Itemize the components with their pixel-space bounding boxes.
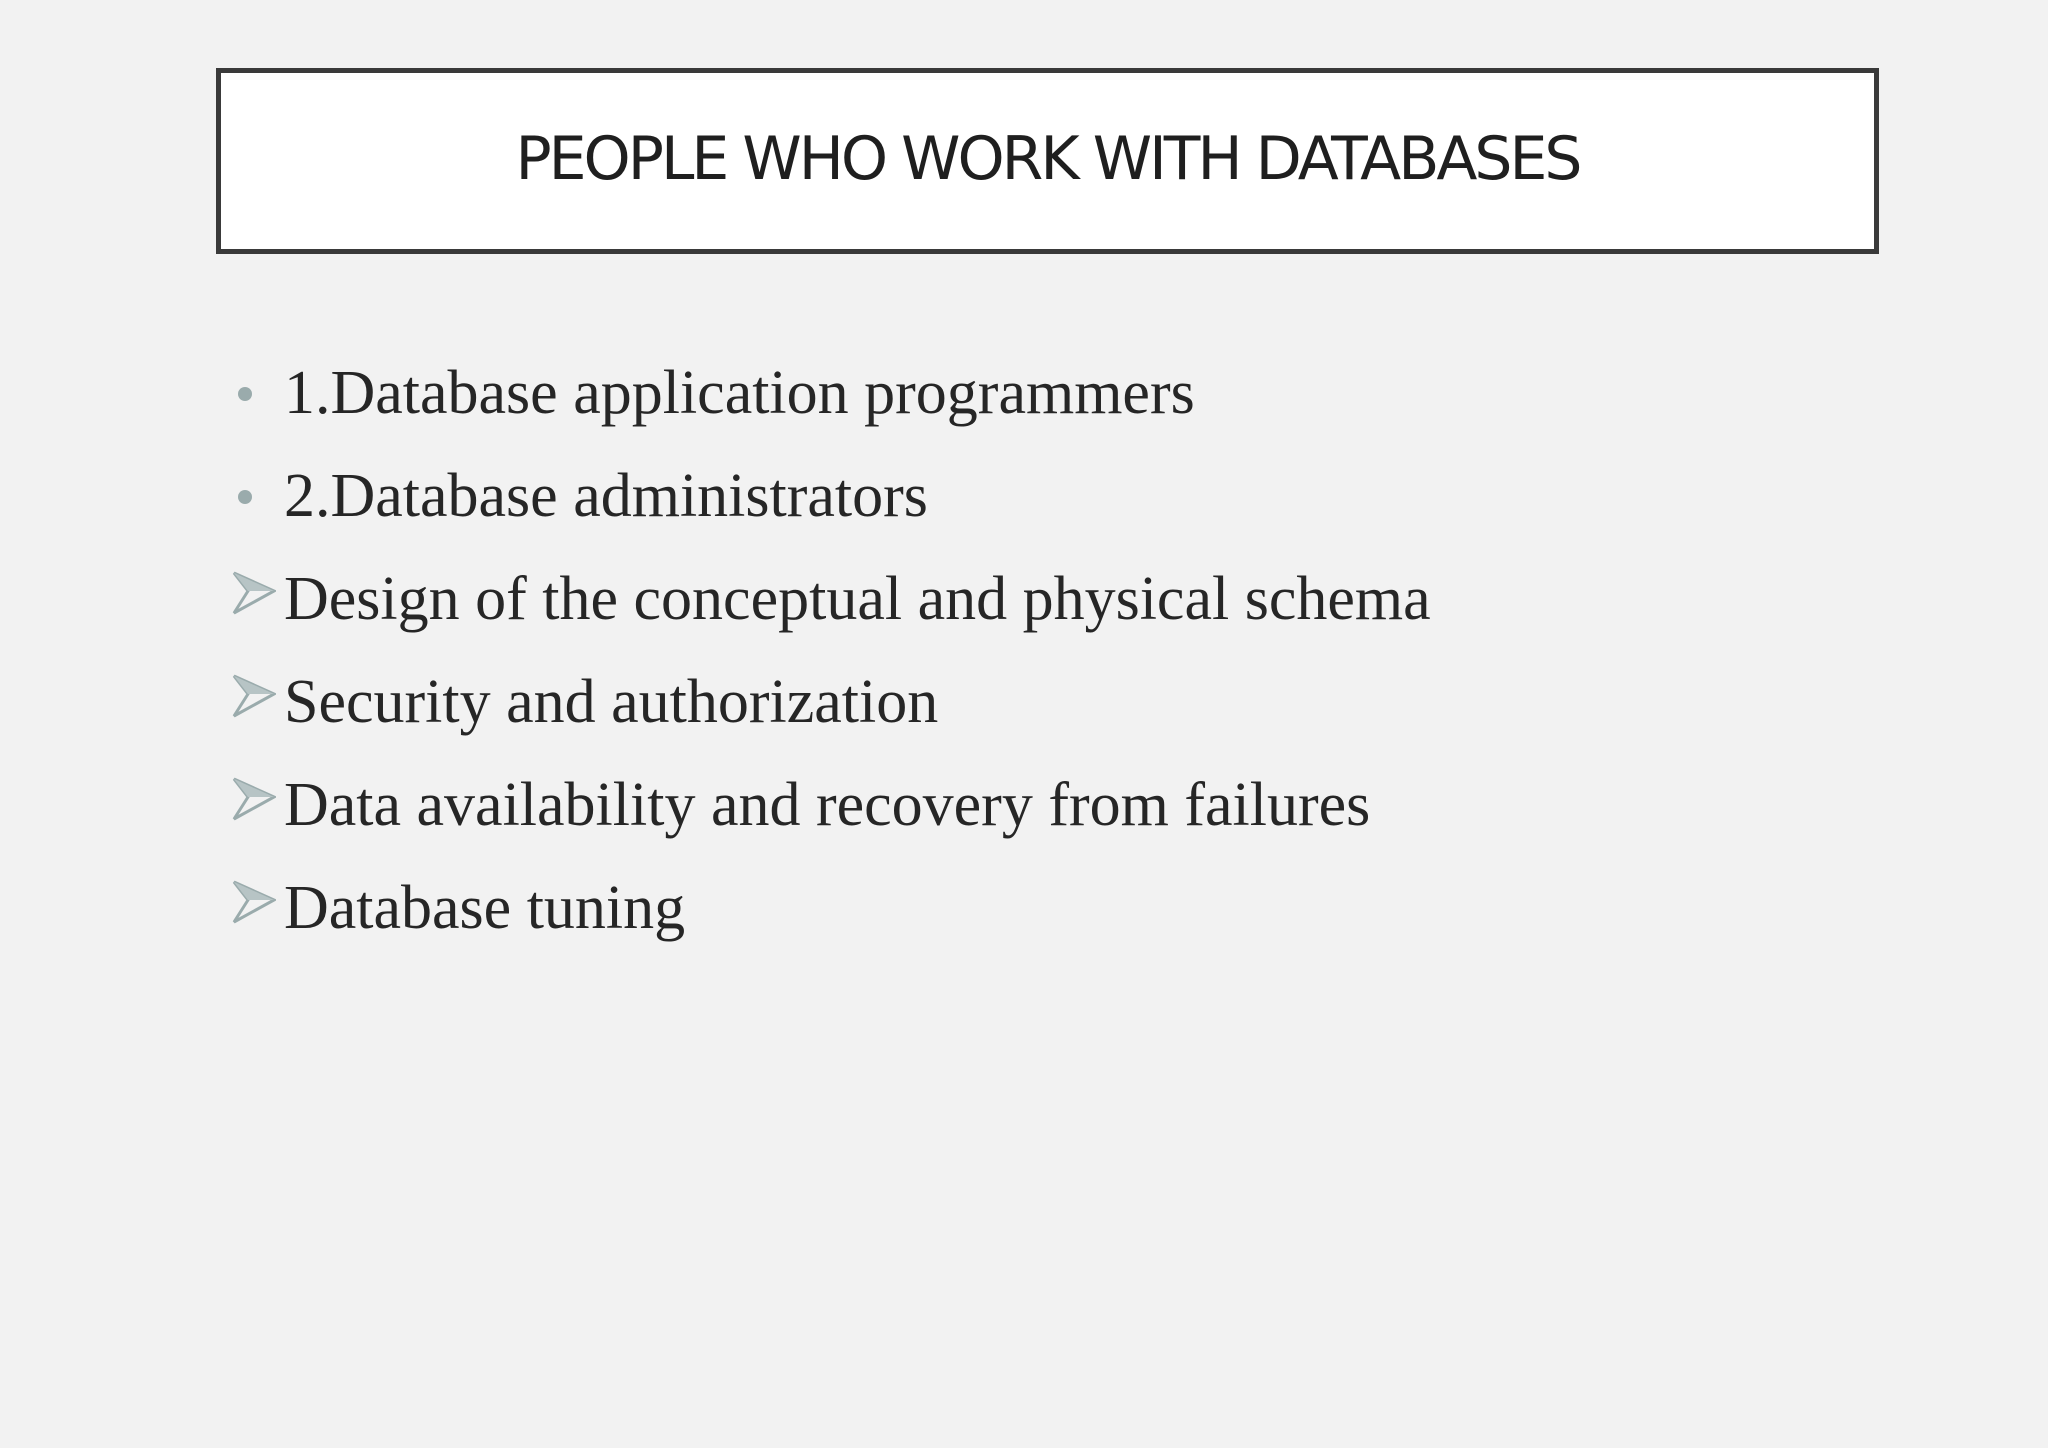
- arrowhead-icon: [232, 777, 284, 821]
- bullet-list: [232, 342, 1431, 960]
- arrowhead-icon: [232, 880, 284, 924]
- list-item: [232, 342, 1431, 445]
- list-item-text: 1.Database application programmers: [284, 359, 1195, 427]
- dot-icon: [232, 490, 284, 504]
- list-item-text: Database tuning: [284, 874, 686, 942]
- list-item-text: Design of the conceptual and physical schema: [284, 565, 1431, 633]
- list-item-text: 2.Database administrators: [284, 462, 928, 530]
- list-item-text: Security and authorization: [284, 668, 939, 736]
- list-item: [232, 857, 1431, 960]
- list-item-text: Data availability and recovery from failures: [284, 771, 1371, 839]
- arrowhead-icon: [232, 674, 284, 718]
- list-item: [232, 651, 1431, 754]
- dot-icon: [232, 387, 284, 401]
- list-item: [232, 445, 1431, 548]
- arrowhead-icon: [232, 571, 284, 615]
- title-box: [216, 68, 1879, 254]
- list-item: [232, 754, 1431, 857]
- slide-title: PEOPLE WHO WORK WITH DATABASES: [515, 124, 1580, 194]
- list-item: [232, 548, 1431, 651]
